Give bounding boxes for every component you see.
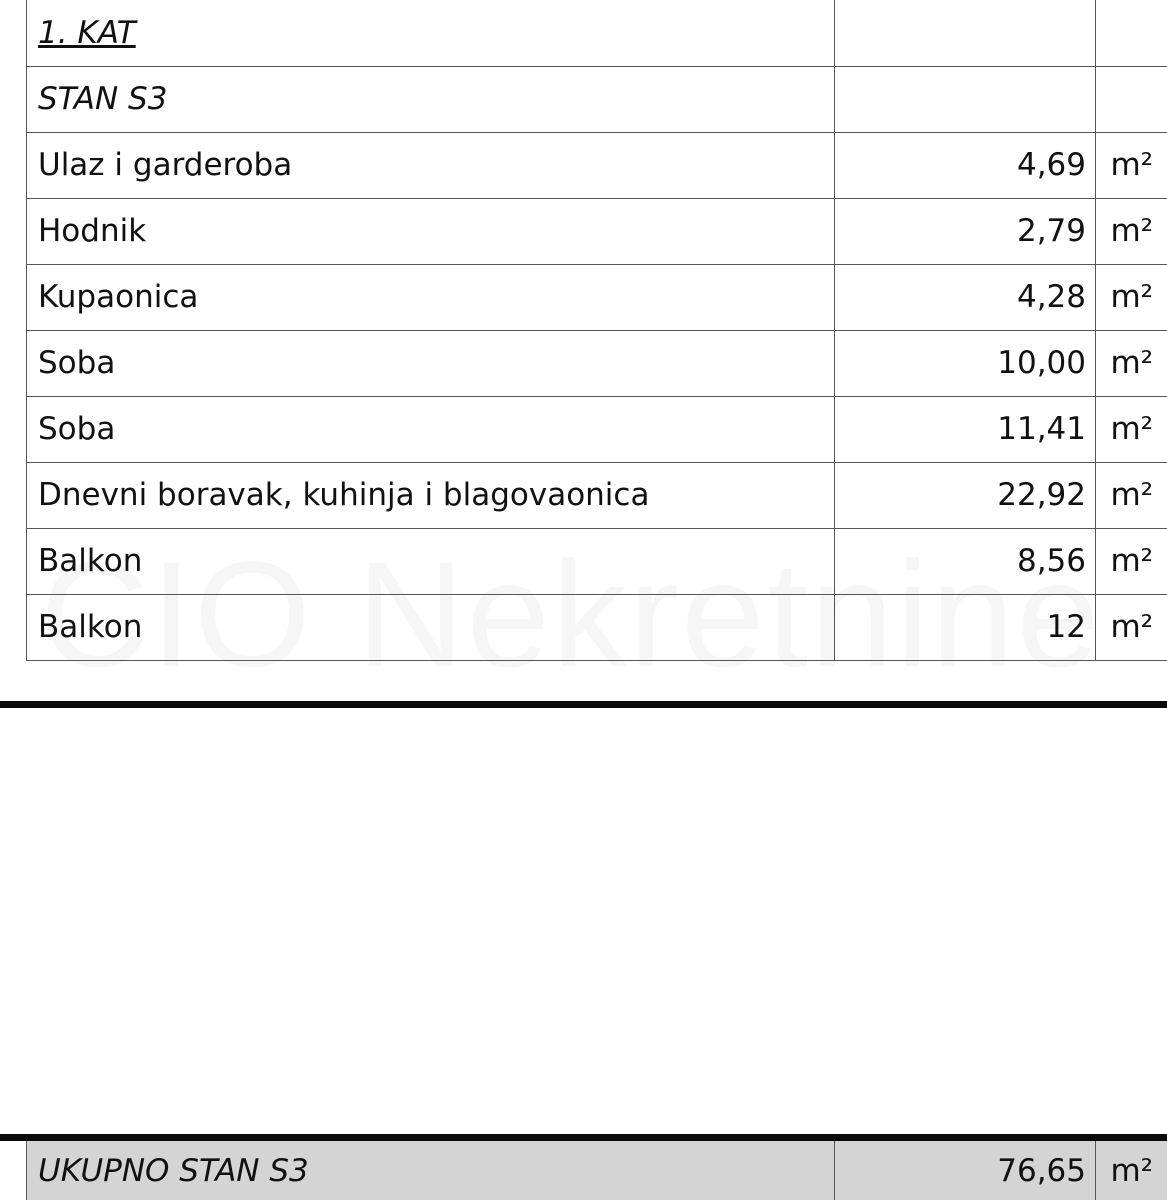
room-area: 4,69 <box>835 132 1096 198</box>
empty-cell <box>835 0 1096 66</box>
table-row <box>27 198 1167 264</box>
room-area: 11,41 <box>835 396 1096 462</box>
room-area-table <box>26 0 1167 661</box>
apartment-header-row <box>27 66 1167 132</box>
room-area: 22,92 <box>835 462 1096 528</box>
empty-cell <box>1096 0 1167 66</box>
table-row <box>27 330 1167 396</box>
table-row <box>27 396 1167 462</box>
total-label: UKUPNO STAN S3 <box>27 1141 835 1200</box>
room-name: Hodnik <box>27 198 835 264</box>
room-area-unit: m² <box>1096 528 1167 594</box>
room-area-unit: m² <box>1096 132 1167 198</box>
room-name: Dnevni boravak, kuhinja i blagovaonica <box>27 462 835 528</box>
total-row <box>27 1141 1167 1200</box>
room-area: 2,79 <box>835 198 1096 264</box>
floor-label: 1. KAT <box>27 0 835 66</box>
empty-cell <box>1096 66 1167 132</box>
table-row <box>27 132 1167 198</box>
room-name: Balkon <box>27 528 835 594</box>
total-area: 76,65 <box>835 1141 1096 1200</box>
floor-header-row <box>27 0 1167 66</box>
room-area: 12 <box>835 594 1096 660</box>
section-divider <box>0 701 1167 708</box>
table-row <box>27 462 1167 528</box>
room-name: Ulaz i garderoba <box>27 132 835 198</box>
room-area-unit: m² <box>1096 594 1167 660</box>
room-name: Soba <box>27 330 835 396</box>
room-area: 8,56 <box>835 528 1096 594</box>
apartment-label: STAN S3 <box>27 66 835 132</box>
room-area-unit: m² <box>1096 264 1167 330</box>
room-name: Balkon <box>27 594 835 660</box>
room-area-unit: m² <box>1096 462 1167 528</box>
table-row <box>27 594 1167 660</box>
room-name: Kupaonica <box>27 264 835 330</box>
room-area-unit: m² <box>1096 198 1167 264</box>
room-area: 4,28 <box>835 264 1096 330</box>
room-area: 10,00 <box>835 330 1096 396</box>
total-area-unit: m² <box>1096 1141 1167 1200</box>
table-row <box>27 528 1167 594</box>
total-table <box>26 1141 1167 1200</box>
table-row <box>27 264 1167 330</box>
section-divider <box>0 1134 1167 1141</box>
room-area-unit: m² <box>1096 330 1167 396</box>
empty-cell <box>835 66 1096 132</box>
room-name: Soba <box>27 396 835 462</box>
room-area-unit: m² <box>1096 396 1167 462</box>
